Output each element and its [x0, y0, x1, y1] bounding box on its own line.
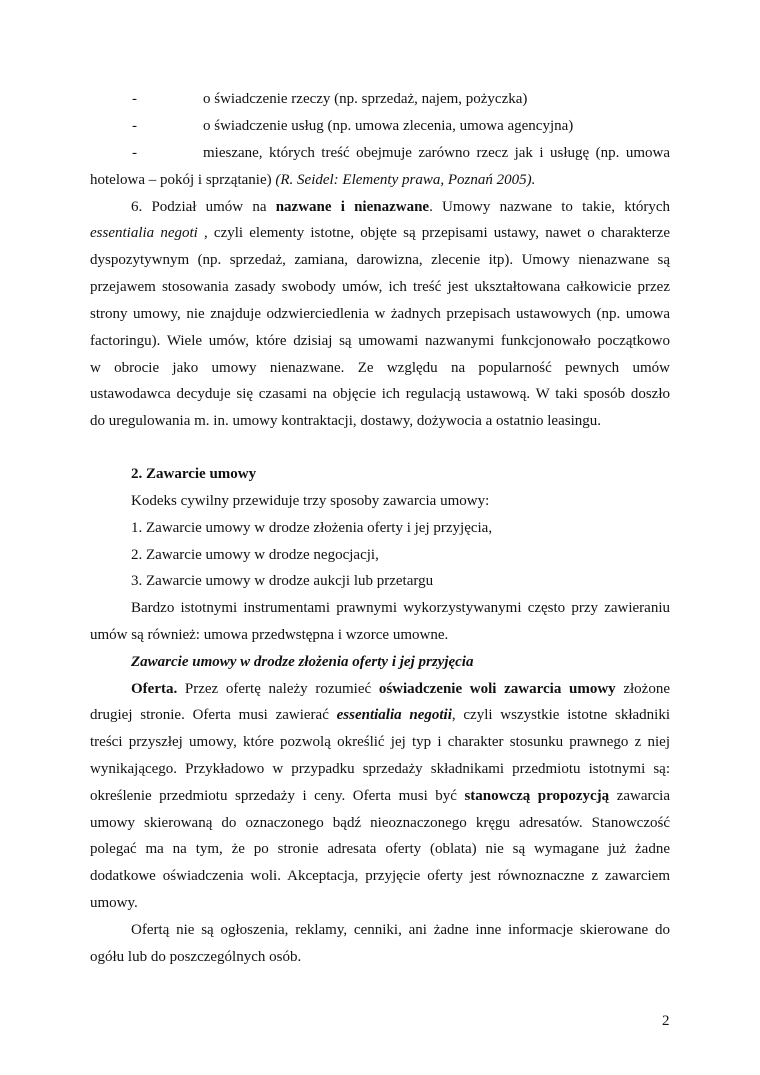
- numbered-item: 2. Zawarcie umowy w drodze negocjacji,: [131, 547, 379, 563]
- paragraph-line: Ofertą nie są ogłoszenia, reklamy, cenniki, ani żadne inne informacje skierowane do: [131, 922, 670, 938]
- paragraph-line: przejawem stosowania zasady swobody umów, ich treść jest ukształtowana całkowicie przez: [90, 279, 670, 295]
- list-item: mieszane, których treść obejmuje zarówno rzecz jak i usługę (np. umowa: [203, 145, 670, 161]
- numbered-item: 3. Zawarcie umowy w drodze aukcji lub przetargu: [131, 573, 434, 589]
- section-heading: 2. Zawarcie umowy: [131, 466, 257, 482]
- paragraph-line: strony umowy, nie znajduje odzwierciedlenia w żadnych przepisach ustawowych (np. umowa: [90, 306, 670, 322]
- paragraph-line: Kodeks cywilny przewiduje trzy sposoby zawarcia umowy:: [131, 493, 490, 509]
- numbered-item: 1. Zawarcie umowy w drodze złożenia oferty i jej przyjęcia,: [131, 520, 493, 536]
- paragraph-line: 6. Podział umów na nazwane i nienazwane. Umowy nazwane to takie, których: [131, 199, 671, 215]
- list-dash: -: [132, 91, 137, 107]
- paragraph-line: umowy.: [90, 895, 138, 911]
- bold-term: stanowczą propozycją: [464, 788, 610, 804]
- list-dash: -: [132, 118, 137, 134]
- list-item: o świadczenie rzeczy (np. sprzedaż, najem, pożyczka): [203, 91, 528, 107]
- paragraph-line: drugiej stronie. Oferta musi zawierać essentialia negotii, czyli wszystkie istotne składniki: [90, 707, 670, 723]
- paragraph-line: factoringu). Wiele umów, które dzisiaj są umowami nazwanymi funkcjonowało początkowo: [90, 333, 670, 349]
- paragraph-line: wynikającego. Przykładowo w przypadku sprzedaży składnikami przedmiotu istotnymi są:: [90, 761, 670, 777]
- paragraph-line: treści przyszłej umowy, które pozwolą określić jej typ i charakter stosunku prawnego z niej: [90, 734, 670, 750]
- list-dash: -: [132, 145, 137, 161]
- paragraph-line: ustawodawca decyduje się czasami na objęcie ich regulacją ustawową. W taki sposób doszło: [90, 386, 670, 402]
- bold-term: nazwane i nienazwane: [275, 199, 430, 215]
- paragraph-line: dodatkowe oświadczenia woli. Akceptacja, przyjęcie oferty jest równoznaczne z zawarciem: [90, 868, 670, 884]
- paragraph-line: umów są również: umowa przedwstępna i wzorce umowne.: [90, 627, 449, 643]
- bold-term: oświadczenie woli zawarcia umowy: [378, 681, 616, 697]
- bold-italic-term: essentialia negotii: [336, 707, 452, 723]
- citation: (R. Seidel: Elementy prawa, Poznań 2005).: [275, 172, 536, 188]
- page-number: 2: [662, 1013, 670, 1029]
- paragraph-line: Bardzo istotnymi instrumentami prawnymi wykorzystywanymi często przy zawieraniu: [131, 600, 670, 616]
- paragraph-line: określenie przedmiotu sprzedaży i ceny. Oferta musi być stanowczą propozycją zawarcia: [90, 788, 670, 804]
- list-item-continuation: hotelowa – pokój i sprzątanie) (R. Seidel: Elementy prawa, Poznań 2005).: [90, 172, 536, 188]
- subsection-heading: Zawarcie umowy w drodze złożenia oferty i jej przyjęcia: [131, 654, 474, 670]
- paragraph-line: essentialia negoti , czyli elementy istotne, objęte są przepisami ustawy, nawet o charakterze: [90, 225, 670, 241]
- paragraph-line: w obrocie jako umowy nienazwane. Ze względu na popularność pewnych umów: [90, 360, 670, 376]
- paragraph-line: umowy skierowaną do oznaczonego bądź nieoznaczonego kręgu adresatów. Stanowczość: [90, 815, 670, 831]
- paragraph-line: do uregulowania m. in. umowy kontraktacji, dostawy, dożywocia a ostatnio leasingu.: [90, 413, 601, 429]
- italic-term: essentialia negoti: [90, 225, 198, 241]
- paragraph-line: dyspozytywnym (np. sprzedaż, zamiana, darowizna, zlecenie itp). Umowy nienazwane są: [90, 252, 670, 268]
- paragraph-line: ogółu lub do poszczególnych osób.: [90, 949, 302, 965]
- list-item: o świadczenie usług (np. umowa zlecenia, umowa agencyjna): [203, 118, 574, 134]
- paragraph-line: Oferta. Przez ofertę należy rozumieć oświadczenie woli zawarcia umowy złożone: [131, 681, 670, 697]
- paragraph-line: polegać ma na tym, że po stronie adresata oferty (oblata) nie są wymagane już żadne: [90, 841, 670, 857]
- bold-term: Oferta.: [131, 681, 178, 697]
